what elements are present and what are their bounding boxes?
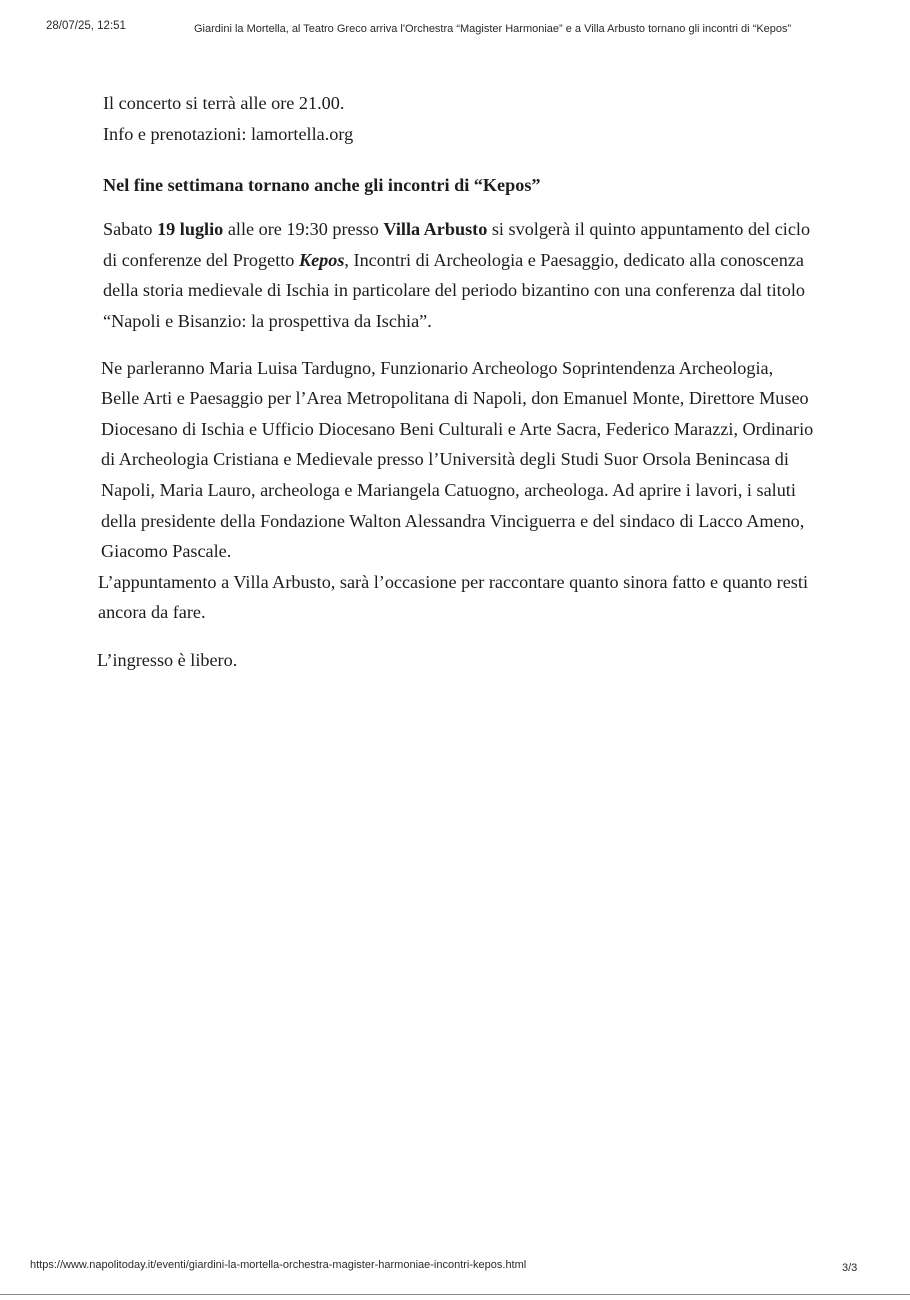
article-body xyxy=(97,88,815,676)
page-number: 3/3 xyxy=(842,1262,858,1274)
p1-text-d: , Incontri di Archeologia e Paesaggio, dedicato alla conoscenza della storia medievale di Ischia in particolare del periodo bizantino con una conferenza dal titolo “Napoli e Bisanzio: la prospettiva da Ischia”. xyxy=(103,249,805,331)
paragraph-speakers: Ne parleranno Maria Luisa Tardugno, Funzionario Archeologo Soprintendenza Archeologia, Belle Arti e Paesaggio per l’Area Metropolitana di Napoli, don Emanuel Monte, Direttore Museo Diocesano di Ischia e Ufficio Diocesano Beni Culturali e Arte Sacra, Federico Marazzi, Ordinario di Archeologia Cristiana e Medievale presso l’Università degli Studi Suor Orsola Benincasa di Napoli, Maria Lauro, archeologa e Mariangela Catuogno, archeologa. Ad aprire i lavori, i saluti della presidente della Fondazione Walton Alessandra Vinciguerra e del sindaco di Lacco Ameno, Giacomo Pascale. xyxy=(101,357,814,562)
project-name: Kepos xyxy=(298,249,345,270)
p1-text-b: alle ore 19:30 presso xyxy=(223,219,384,240)
concert-time-text: Il concerto si terrà alle ore 21.00. xyxy=(103,93,345,113)
p1-text-a: Sabato xyxy=(103,219,158,240)
print-date: 28/07/25, 12:51 xyxy=(46,20,126,32)
paragraph-event-intro xyxy=(103,214,815,336)
event-place: Villa Arbusto xyxy=(383,219,488,240)
page-edge-divider xyxy=(0,1294,910,1295)
paragraph-free-entry: L’ingresso è libero. xyxy=(97,649,238,670)
paragraph-occasion: L’appuntamento a Villa Arbusto, sarà l’occasione per raccontare quanto sinora fatto e quanto resti ancora da fare. xyxy=(98,571,808,623)
intro-block xyxy=(103,88,815,149)
section-heading: Nel fine settimana tornano anche gli incontri di “Kepos” xyxy=(103,175,541,196)
booking-info-text: Info e prenotazioni: lamortella.org xyxy=(103,123,354,144)
print-page-title: Giardini la Mortella, al Teatro Greco arriva l'Orchestra “Magister Harmoniae” e a Villa Arbusto tornano gli incontri di “Kepos” xyxy=(194,23,792,35)
event-date: 19 luglio xyxy=(157,219,224,240)
p1-text-c: si svolgerà il quinto appuntamento del ciclo di conferenze del Progetto xyxy=(103,219,811,270)
print-source-url: https://www.napolitoday.it/eventi/giardini-la-mortella-orchestra-magister-harmoniae-incontri-kepos.html xyxy=(30,1259,527,1271)
